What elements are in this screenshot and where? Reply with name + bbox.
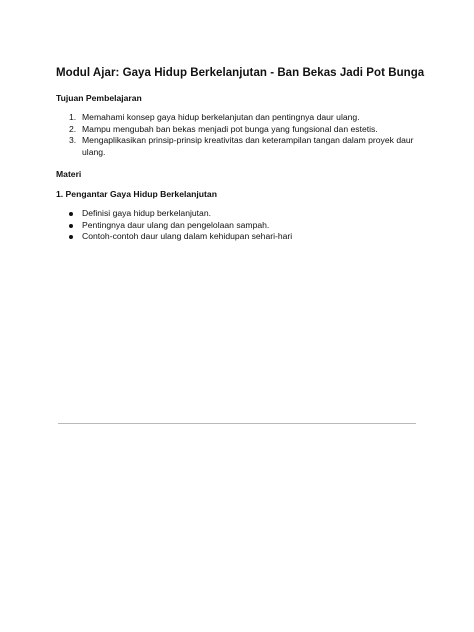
list-item-text: Contoh-contoh daur ulang dalam kehidupan sehari-hari [82,231,293,241]
list-item-text: Mampu mengubah ban bekas menjadi pot bunga yang fungsional dan estetis. [82,123,378,134]
section-heading: 1. Pengantar Gaya Hidup Berkelanjutan [56,189,217,199]
list-item [56,112,426,124]
document-title: Modul Ajar: Gaya Hidup Berkelanjutan - Ban Bekas Jadi Pot Bunga [56,67,425,79]
list-item [56,208,426,220]
bullet-icon [69,212,73,216]
material-heading: Materi [56,169,82,179]
list-item-text: Pentingnya daur ulang dan pengelolaan sampah. [82,219,270,230]
divider [58,423,416,424]
list-item-text: Mengaplikasikan prinsip-prinsip kreativitas dan keterampilan tangan dalam proyek daur ulang. [82,135,414,157]
bullet-icon [69,224,73,228]
bullet-icon [69,235,73,239]
list-number: 1. [69,112,77,122]
objectives-heading: Tujuan Pembelajaran [56,93,142,103]
list-item [56,220,426,232]
list-item-text: Definisi gaya hidup berkelanjutan. [82,208,211,218]
list-item [56,135,426,158]
list-number: 3. [69,135,77,145]
list-item [56,124,426,136]
list-item-text: Memahami konsep gaya hidup berkelanjutan dan pentingnya daur ulang. [82,112,360,122]
topics-list [56,208,426,243]
objectives-list [56,112,426,158]
list-item [56,231,426,243]
list-number: 2. [69,123,77,134]
